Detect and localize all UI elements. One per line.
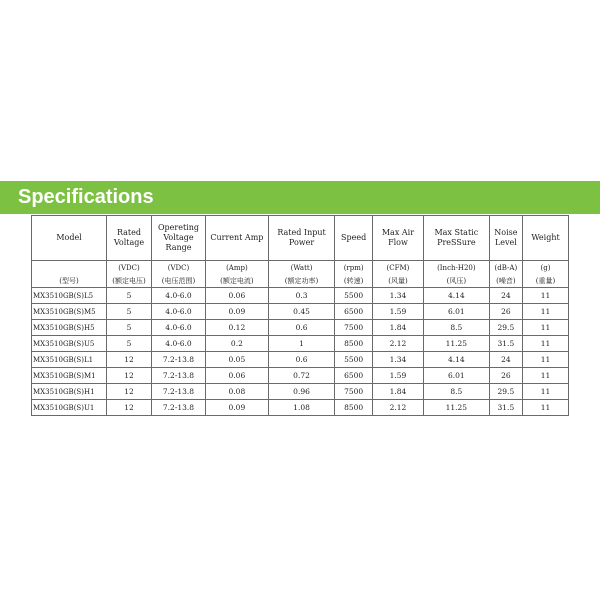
- cell-weight: 11: [523, 304, 569, 320]
- cell-rated-voltage: 5: [107, 304, 152, 320]
- cell-air-flow: 1.34: [372, 352, 423, 368]
- cell-noise: 31.5: [489, 400, 522, 416]
- table-row: [32, 352, 569, 368]
- header-speed: Speed: [335, 216, 373, 261]
- cell-power: 0.45: [268, 304, 335, 320]
- cell-rated-voltage: 5: [107, 288, 152, 304]
- cell-static-pressure: 11.25: [424, 336, 490, 352]
- cell-power: 0.96: [268, 384, 335, 400]
- cell-voltage-range: 4.0-6.0: [151, 320, 205, 336]
- cell-current: 0.2: [206, 336, 269, 352]
- cn-current: (额定电流): [206, 274, 269, 288]
- cell-rated-voltage: 12: [107, 400, 152, 416]
- cell-rated-voltage: 5: [107, 336, 152, 352]
- cell-model: MX3510GB(S)L1: [32, 352, 107, 368]
- cell-speed: 6500: [335, 304, 373, 320]
- cell-model: MX3510GB(S)L5: [32, 288, 107, 304]
- cell-speed: 8500: [335, 336, 373, 352]
- cell-voltage-range: 4.0-6.0: [151, 288, 205, 304]
- cell-power: 1: [268, 336, 335, 352]
- cell-weight: 11: [523, 336, 569, 352]
- cell-voltage-range: 7.2-13.8: [151, 384, 205, 400]
- cell-speed: 6500: [335, 368, 373, 384]
- table-row: [32, 288, 569, 304]
- header-units-row: [32, 261, 569, 275]
- cell-weight: 11: [523, 288, 569, 304]
- table-row: [32, 368, 569, 384]
- banner-title: Specifications: [18, 186, 154, 208]
- unit-noise-level: (dB-A): [489, 261, 522, 275]
- cell-noise: 26: [489, 368, 522, 384]
- table-row: [32, 384, 569, 400]
- cell-model: MX3510GB(S)U1: [32, 400, 107, 416]
- table-row: [32, 400, 569, 416]
- cell-model: MX3510GB(S)M5: [32, 304, 107, 320]
- cell-model: MX3510GB(S)M1: [32, 368, 107, 384]
- unit-current: (Amp): [206, 261, 269, 275]
- cell-power: 0.72: [268, 368, 335, 384]
- unit-model: [32, 261, 107, 275]
- cell-noise: 29.5: [489, 320, 522, 336]
- unit-rated-input-power: (Watt): [268, 261, 335, 275]
- cell-air-flow: 1.59: [372, 368, 423, 384]
- specifications-table: [31, 215, 569, 416]
- header-names-row: [32, 216, 569, 261]
- header-current: Current Amp: [206, 216, 269, 261]
- cell-air-flow: 1.84: [372, 384, 423, 400]
- cell-voltage-range: 4.0-6.0: [151, 304, 205, 320]
- cn-max-static-pressure: (风压): [424, 274, 490, 288]
- cell-current: 0.05: [206, 352, 269, 368]
- unit-max-air-flow: (CFM): [372, 261, 423, 275]
- cell-power: 0.3: [268, 288, 335, 304]
- header-rated-voltage: Rated Voltage: [107, 216, 152, 261]
- header-max-air-flow: Max Air Flow: [372, 216, 423, 261]
- cell-air-flow: 1.34: [372, 288, 423, 304]
- table-row: [32, 336, 569, 352]
- cell-noise: 26: [489, 304, 522, 320]
- header-model: Model: [32, 216, 107, 261]
- cell-current: 0.08: [206, 384, 269, 400]
- cell-static-pressure: 4.14: [424, 288, 490, 304]
- cell-static-pressure: 4.14: [424, 352, 490, 368]
- cn-speed: (转速): [335, 274, 373, 288]
- cell-voltage-range: 7.2-13.8: [151, 352, 205, 368]
- cell-static-pressure: 8.5: [424, 320, 490, 336]
- cell-rated-voltage: 12: [107, 352, 152, 368]
- unit-rated-voltage: (VDC): [107, 261, 152, 275]
- cell-air-flow: 1.59: [372, 304, 423, 320]
- cell-speed: 5500: [335, 288, 373, 304]
- cell-speed: 7500: [335, 384, 373, 400]
- cell-model: MX3510GB(S)H5: [32, 320, 107, 336]
- specifications-banner: [0, 181, 600, 214]
- cell-noise: 24: [489, 352, 522, 368]
- unit-max-static-pressure: (Inch-H20): [424, 261, 490, 275]
- unit-speed: (rpm): [335, 261, 373, 275]
- unit-operating-voltage-range: (VDC): [151, 261, 205, 275]
- cell-model: MX3510GB(S)H1: [32, 384, 107, 400]
- cn-rated-input-power: (额定功率): [268, 274, 335, 288]
- cell-speed: 8500: [335, 400, 373, 416]
- cell-noise: 29.5: [489, 384, 522, 400]
- cell-weight: 11: [523, 400, 569, 416]
- cell-power: 1.08: [268, 400, 335, 416]
- cell-air-flow: 1.84: [372, 320, 423, 336]
- cell-rated-voltage: 12: [107, 384, 152, 400]
- cell-static-pressure: 6.01: [424, 304, 490, 320]
- header-operating-voltage-range: Opereting Voltage Range: [151, 216, 205, 261]
- table-row: [32, 304, 569, 320]
- cell-power: 0.6: [268, 320, 335, 336]
- table-row: [32, 320, 569, 336]
- header-weight: Weight: [523, 216, 569, 261]
- cn-max-air-flow: (风量): [372, 274, 423, 288]
- cell-voltage-range: 4.0-6.0: [151, 336, 205, 352]
- cell-weight: 11: [523, 320, 569, 336]
- unit-weight: (g): [523, 261, 569, 275]
- cell-current: 0.09: [206, 304, 269, 320]
- cell-weight: 11: [523, 384, 569, 400]
- cn-operating-voltage-range: (电压范围): [151, 274, 205, 288]
- cell-current: 0.06: [206, 368, 269, 384]
- cell-air-flow: 2.12: [372, 336, 423, 352]
- cell-noise: 24: [489, 288, 522, 304]
- cn-noise-level: (噪音): [489, 274, 522, 288]
- cn-rated-voltage: (额定电压): [107, 274, 152, 288]
- cell-power: 0.6: [268, 352, 335, 368]
- cell-static-pressure: 8.5: [424, 384, 490, 400]
- cell-speed: 7500: [335, 320, 373, 336]
- cn-model: (型号): [32, 274, 107, 288]
- cell-weight: 11: [523, 352, 569, 368]
- cell-weight: 11: [523, 368, 569, 384]
- header-rated-input-power: Rated Input Power: [268, 216, 335, 261]
- cell-static-pressure: 11.25: [424, 400, 490, 416]
- cell-static-pressure: 6.01: [424, 368, 490, 384]
- header-noise-level: Noise Level: [489, 216, 522, 261]
- cell-speed: 5500: [335, 352, 373, 368]
- cell-voltage-range: 7.2-13.8: [151, 368, 205, 384]
- cell-rated-voltage: 12: [107, 368, 152, 384]
- cell-current: 0.09: [206, 400, 269, 416]
- cell-rated-voltage: 5: [107, 320, 152, 336]
- cell-noise: 31.5: [489, 336, 522, 352]
- cell-voltage-range: 7.2-13.8: [151, 400, 205, 416]
- table-header: [32, 216, 569, 288]
- cn-weight: (重量): [523, 274, 569, 288]
- cell-air-flow: 2.12: [372, 400, 423, 416]
- table-body: [32, 288, 569, 416]
- cell-current: 0.12: [206, 320, 269, 336]
- header-chinese-row: [32, 274, 569, 288]
- header-max-static-pressure: Max Static PreSSure: [424, 216, 490, 261]
- cell-current: 0.06: [206, 288, 269, 304]
- cell-model: MX3510GB(S)U5: [32, 336, 107, 352]
